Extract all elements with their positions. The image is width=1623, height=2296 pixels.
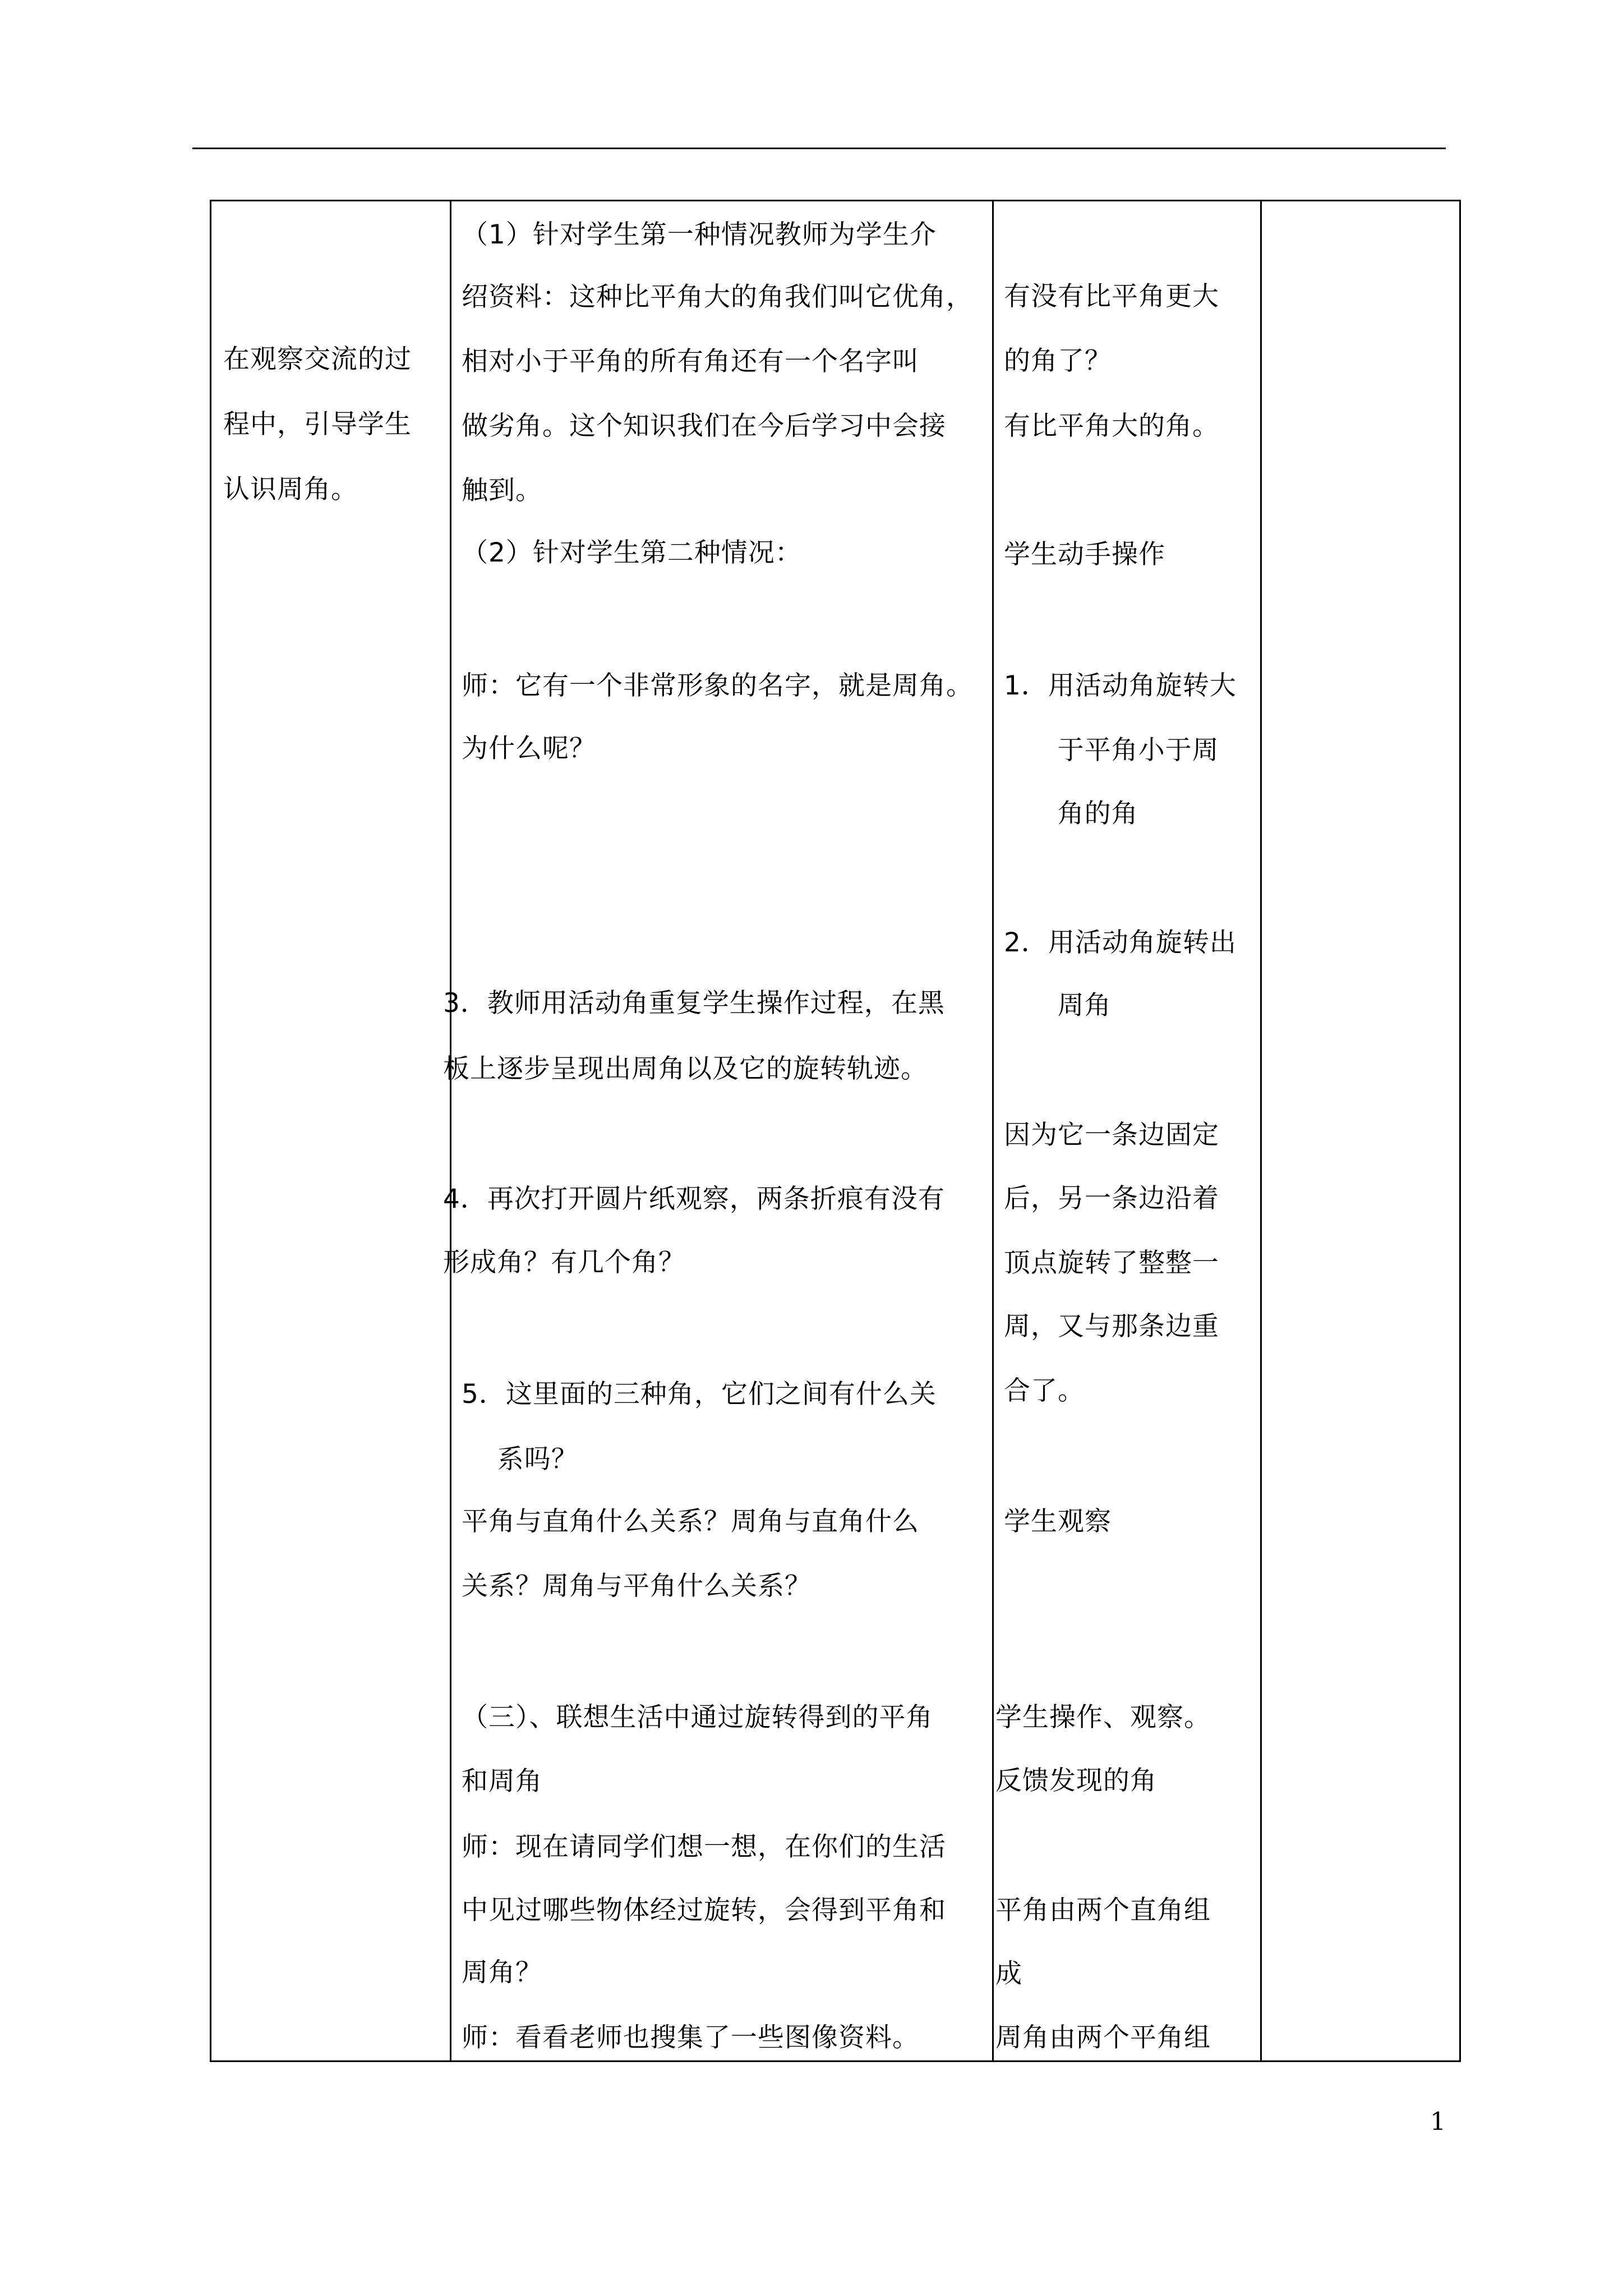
teacher-line: 3．教师用活动角重复学生操作过程，在黑 [443, 988, 945, 1019]
teacher-line: （2）针对学生第二种情况： [462, 537, 802, 568]
teacher-line: 师：现在请同学们想一想，在你们的生活 [462, 1832, 946, 1862]
student-line: 学生观察 [1004, 1506, 1112, 1537]
teacher-line: 师：它有一个非常形象的名字，就是周角。 [462, 670, 973, 701]
teacher-line: 做劣角。这个知识我们在今后学习中会接 [462, 411, 946, 441]
design-intent-line: 在观察交流的过 [223, 344, 412, 375]
column-divider-2 [992, 201, 994, 2060]
student-line: 1．用活动角旋转大 [1004, 670, 1237, 701]
student-line: 因为它一条边固定 [1004, 1120, 1219, 1151]
teacher-line: 相对小于平角的所有角还有一个名字叫 [462, 346, 919, 377]
teacher-line: 形成角？有几个角？ [443, 1247, 685, 1278]
teacher-line: 关系？周角与平角什么关系？ [462, 1571, 811, 1602]
teacher-line: 平角与直角什么关系？周角与直角什么 [462, 1506, 919, 1537]
teacher-line: 板上逐步呈现出周角以及它的旋转轨迹。 [443, 1053, 928, 1084]
student-line: 周角 [1004, 990, 1112, 1021]
student-line: 于平角小于周 [1004, 735, 1219, 766]
design-intent-line: 程中，引导学生 [223, 409, 412, 440]
student-line: 顶点旋转了整整一 [1004, 1248, 1219, 1278]
teacher-line: 5．这里面的三种角，它们之间有什么关 [462, 1379, 937, 1410]
student-line: 成 [995, 1958, 1022, 1989]
student-line: 有比平角大的角。 [1004, 411, 1219, 441]
lesson-table [210, 200, 1461, 2062]
teacher-line: （三）、联想生活中通过旋转得到的平角 [462, 1702, 933, 1733]
student-line: 角的角 [1004, 798, 1138, 829]
student-line: 学生动手操作 [1004, 539, 1165, 570]
student-line: 2．用活动角旋转出 [1004, 927, 1237, 958]
student-line: 反馈发现的角 [995, 1765, 1157, 1796]
teacher-line: 中见过哪些物体经过旋转，会得到平角和 [462, 1895, 946, 1926]
student-line: 的角了？ [1004, 346, 1112, 376]
teacher-line: 系吗？ [462, 1444, 578, 1475]
teacher-line: 周角？ [462, 1957, 542, 1988]
design-intent-line: 认识周角。 [223, 474, 358, 505]
student-line: 学生操作、观察。 [995, 1702, 1211, 1733]
teacher-line: 师：看看老师也搜集了一些图像资料。 [462, 2022, 919, 2053]
column-divider-1 [450, 201, 451, 2060]
teacher-line: 为什么呢？ [462, 733, 596, 764]
student-line: 周，又与那条边重 [1004, 1311, 1219, 1342]
page-number: 1 [1430, 2108, 1446, 2136]
teacher-line: 4．再次打开圆片纸观察，两条折痕有没有 [443, 1184, 945, 1214]
teacher-line: （1）针对学生第一种情况教师为学生介 [462, 219, 937, 250]
teacher-line: 触到。 [462, 475, 542, 506]
student-line: 平角由两个直角组 [995, 1895, 1211, 1926]
teacher-line: 和周角 [462, 1766, 542, 1797]
student-line: 周角由两个平角组 [995, 2022, 1211, 2053]
student-line: 有没有比平角更大 [1004, 281, 1219, 312]
header-rule [192, 148, 1446, 149]
teacher-line: 绍资料：这种比平角大的角我们叫它优角， [462, 282, 973, 312]
student-line: 合了。 [1004, 1375, 1085, 1406]
column-divider-3 [1260, 201, 1262, 2060]
student-line: 后，另一条边沿着 [1004, 1183, 1219, 1214]
